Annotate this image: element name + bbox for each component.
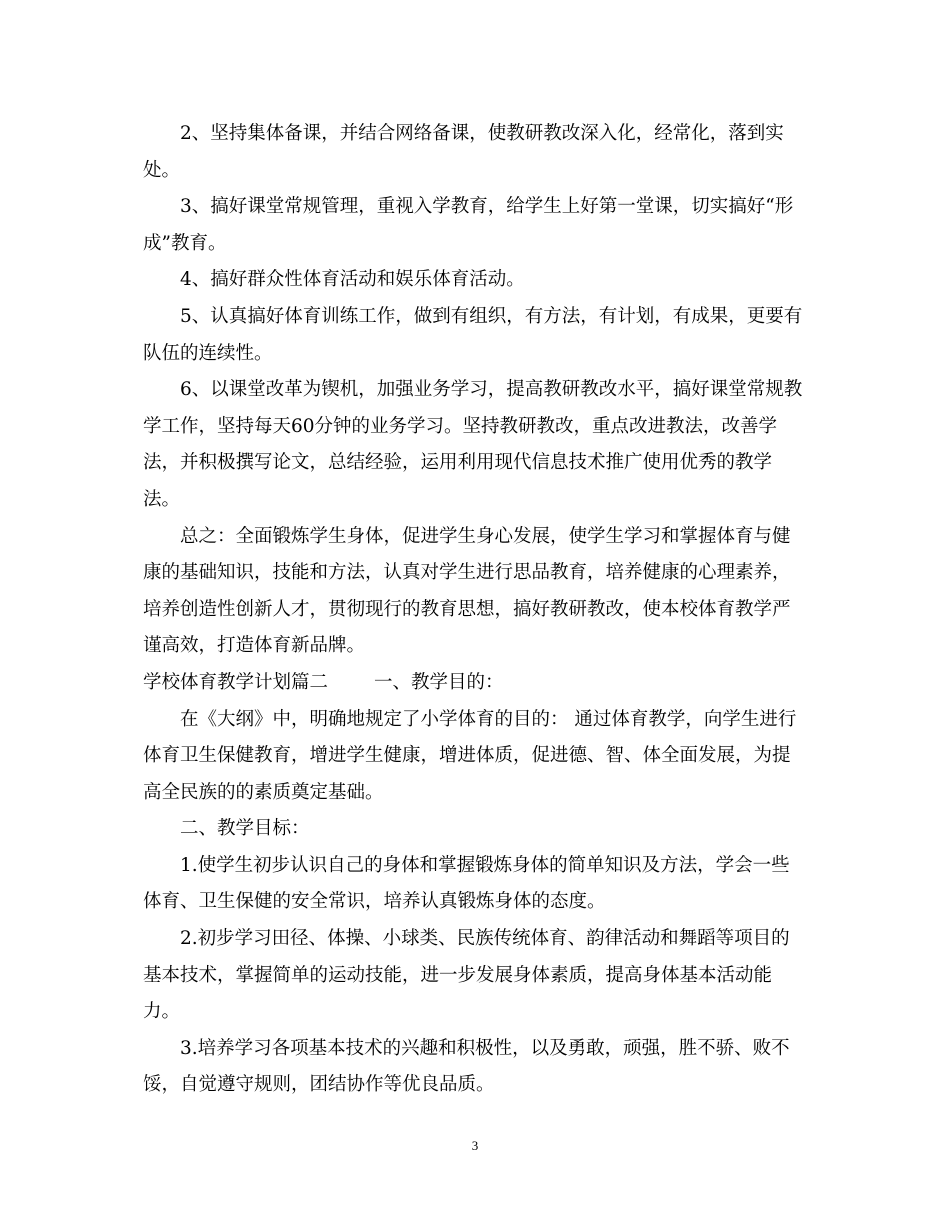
section-title: 学校体育教学计划篇二 [143, 671, 329, 693]
goals-heading: 二、教学目标： [180, 818, 310, 840]
section-subheading: 一、教学目的： [374, 671, 504, 693]
paragraph-item-6: 6、以课堂改革为锲机，加强业务学习，提高教研教改水平，搞好课堂常规教学工作，坚持每天60分钟的业务学习。坚持教研教改，重点改进教法，改善学法，并积极撰写论文，总结经验，运用利用现代信息技术推广使用优秀的教学法。 [143, 379, 803, 510]
goal-item-3: 3.培养学习各项基本技术的兴趣和积极性，以及勇敢，顽强，胜不骄、败不馁，自觉遵守规则，团结协作等优良品质。 [143, 1037, 790, 1096]
paragraph-item-5: 5、认真搞好体育训练工作，做到有组织，有方法，有计划，有成果，更要有队伍的连续性。 [143, 305, 803, 364]
summary-paragraph: 总之：全面锻炼学生身体，促进学生身心发展，使学生学习和掌握体育与健康的基础知识，技能和方法，认真对学生进行思品教育，培养健康的心理素养，培养创造性创新人才，贯彻现行的教育思想，搞好教研教改，使本校体育教学严谨高效，打造体育新品牌。 [143, 525, 791, 657]
paragraph-item-4: 4、搞好群众性体育活动和娱乐体育活动。 [180, 269, 525, 291]
paragraph-item-2: 2、坚持集体备课，并结合网络备课，使教研教改深入化，经常化，落到实处。 [143, 123, 784, 181]
document-body [143, 116, 807, 1104]
page-number: 3 [471, 1138, 479, 1153]
goal-item-1: 1.使学生初步认识自己的身体和掌握锻炼身体的简单知识及方法，学会一些体育、卫生保健的安全常识，培养认真锻炼身体的态度。 [143, 854, 790, 913]
paragraph-item-3: 3、搞好课堂常规管理，重视入学教育，给学生上好第一堂课，切实搞好“形成”教育。 [143, 196, 794, 254]
purpose-paragraph: 在《大纲》中，明确地规定了小学体育的目的： 通过体育教学，向学生进行体育卫生保健教育，增进学生健康，增进体质，促进德、智、体全面发展，为提高全民族的的素质奠定基础。 [143, 708, 797, 803]
goal-item-2: 2.初步学习田径、体操、小球类、民族传统体育、韵律活动和舞蹈等项目的基本技术，掌握简单的运动技能，进一步发展身体素质，提高身体基本活动能力。 [143, 928, 790, 1023]
section-heading [143, 665, 807, 702]
